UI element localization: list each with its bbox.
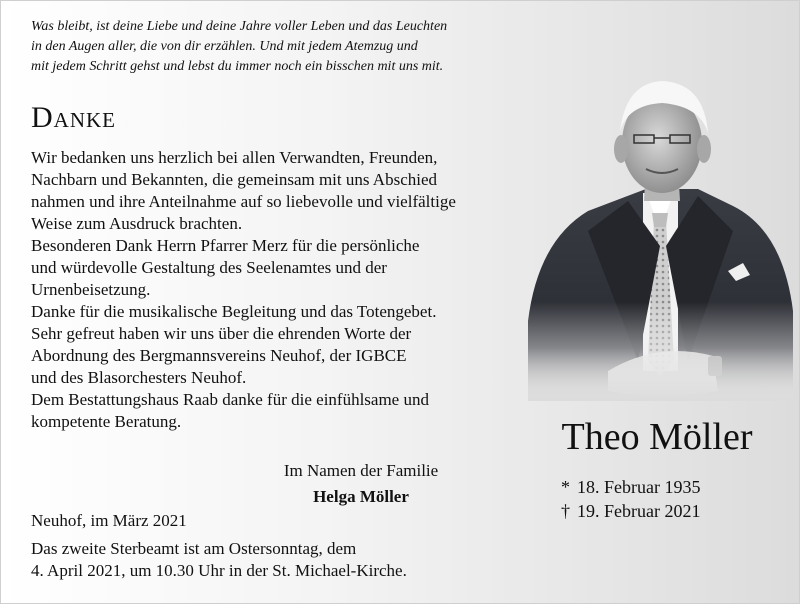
portrait-photo	[528, 71, 793, 401]
death-date-row	[561, 499, 761, 523]
signature-name: Helga Möller	[313, 487, 409, 506]
thanks-text	[31, 147, 531, 433]
death-cross-icon: †	[561, 501, 570, 521]
family-signature	[241, 460, 481, 508]
text-line: Dem Bestattungshaus Raab danke für die einfühlsame und	[31, 390, 429, 409]
text-line: Besonderen Dank Herrn Pfarrer Merz für die persönliche	[31, 236, 420, 255]
memorial-service-note	[31, 538, 531, 582]
birth-date: 18. Februar 1935	[577, 477, 701, 497]
quote-line: mit jedem Schritt gehst und lebst du immer noch ein bisschen mit uns mit.	[31, 59, 444, 74]
text-line: Weise zum Ausdruck brachten.	[31, 214, 243, 233]
birth-date-row	[561, 475, 761, 499]
deceased-name: Theo Möller	[561, 416, 753, 458]
text-line: Wir bedanken uns herzlich bei allen Verwandten, Freunden,	[31, 148, 438, 167]
text-line: Urnenbeisetzung.	[31, 280, 151, 299]
text-line: 4. April 2021, um 10.30 Uhr in der St. Michael-Kirche.	[31, 561, 407, 580]
paragraph-music	[31, 301, 531, 389]
text-line: Das zweite Sterbeamt ist am Ostersonntag, dem	[31, 539, 357, 558]
signature-line: Im Namen der Familie	[283, 461, 439, 480]
memorial-quote	[31, 17, 591, 77]
paragraph-funeral-home	[31, 389, 531, 433]
text-line: Abordnung des Bergmannsvereins Neuhof, der IGBCE	[31, 346, 407, 365]
text-line: Sehr gefreut haben wir uns über die ehrenden Worte der	[31, 324, 412, 343]
paragraph-relatives	[31, 147, 531, 235]
paragraph-pastor	[31, 235, 531, 301]
quote-line: Was bleibt, ist deine Liebe und deine Jahre voller Leben und das Leuchten	[31, 19, 448, 34]
quote-line: in den Augen aller, die von dir erzählen. Und mit jedem Atemzug und	[31, 39, 418, 54]
birth-star-icon: *	[561, 477, 570, 497]
text-line: und des Blasorchesters Neuhof.	[31, 368, 247, 387]
text-line: nahmen und ihre Anteilnahme auf so liebevolle und vielfältige	[31, 192, 456, 211]
thanks-heading: Danke	[31, 101, 116, 134]
text-line: und würdevolle Gestaltung des Seelenamtes und der	[31, 258, 387, 277]
text-line: Danke für die musikalische Begleitung und das Totengebet.	[31, 302, 437, 321]
text-line: kompetente Beratung.	[31, 412, 182, 431]
life-dates	[561, 475, 761, 523]
place-date: Neuhof, im März 2021	[31, 511, 187, 530]
text-line: Nachbarn und Bekannten, die gemeinsam mit uns Abschied	[31, 170, 438, 189]
death-date: 19. Februar 2021	[577, 501, 701, 521]
